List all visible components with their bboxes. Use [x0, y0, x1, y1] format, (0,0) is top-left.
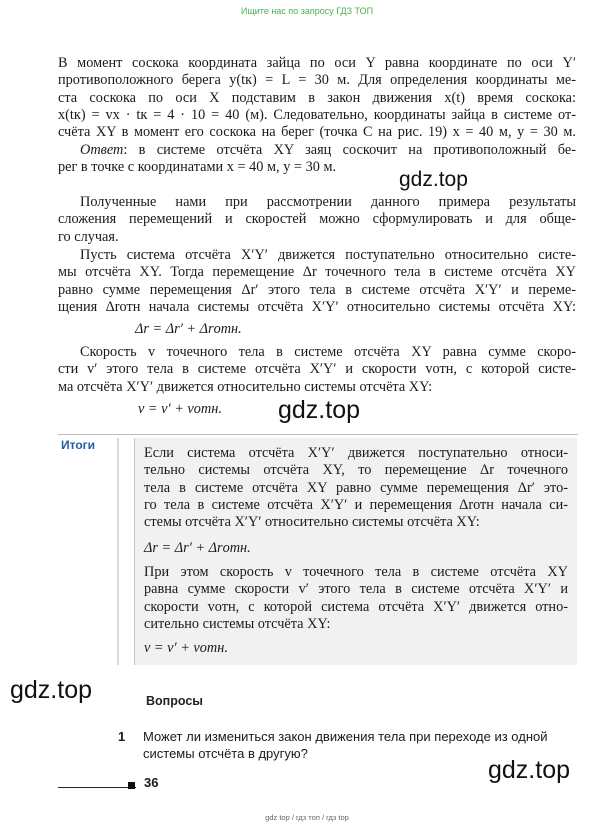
page-marker: [128, 782, 135, 789]
paragraph-velocity: [58, 344, 576, 396]
text-line: ма отсчёта X′Y′ движется относительно системы отсчёта XY:: [58, 378, 433, 395]
paragraph-displacement: [58, 247, 576, 316]
page-footer-line: [58, 787, 136, 788]
text-line: стемы отсчёта X′Y′ относительно системы отсчёта XY:: [144, 514, 480, 531]
text-line: [58, 142, 576, 159]
paragraph-generalization: [58, 194, 576, 246]
text-line: тела в системе отсчёта XY равно сумме перемещения Δr′ это-: [144, 479, 568, 496]
watermark: gdz.top: [399, 168, 468, 191]
text-line: x(tк) = vx · tк = 4 · 10 = 40 (м). Следовательно, координаты зайца в системе от-: [58, 106, 576, 123]
text-line: В момент соскока координата зайца по оси Y равна координате по оси Y′: [58, 55, 576, 71]
text-line: сложения перемещений и скоростей можно сформулировать и для обще-: [58, 211, 576, 228]
text-line: ста соскока по оси X подставим в закон движения x(t) время соскока:: [58, 89, 576, 106]
summary-formula-velocity: v = v′ + vотн.: [144, 640, 228, 656]
page-number: 36: [144, 775, 159, 790]
text-line: щения Δrотн начала системы отсчёта X′Y′ относительно системы отсчёта XY:: [58, 298, 576, 315]
text-line: Полученные нами при рассмотрении данного примера результаты: [80, 194, 576, 210]
text-line: го тела в системе отсчёта X′Y′ и перемещения Δrотн начала си-: [144, 496, 568, 513]
text-line: противоположного берега y(tк) = L = 30 м. Для определения координаты ме-: [58, 72, 576, 89]
watermark: gdz.top: [278, 396, 361, 424]
summary-label: Итоги: [61, 438, 96, 452]
text-line: тельно системы отсчёта XY, то перемещение Δr точечного: [144, 462, 568, 479]
text-line: сительно системы отсчёта XY:: [144, 615, 331, 632]
top-banner: Ищите нас по запросу ГДЗ ТОП: [240, 6, 374, 16]
formula-displacement: Δr = Δr′ + Δrотн.: [135, 321, 242, 337]
text-line: Если система отсчёта X′Y′ движется поступательно относи-: [144, 445, 568, 461]
paragraph-answer: [58, 142, 576, 177]
summary-formula-displacement: Δr = Δr′ + Δrотн.: [144, 540, 251, 556]
text-line: счёта XY в момент его соскока на берег (точка C на рис. 19) x = 40 м, y = 30 м.: [58, 124, 576, 141]
answer-text: : в системе отсчёта XY заяц соскочит на противоположный бе-: [123, 142, 576, 158]
questions-title: Вопросы: [146, 694, 203, 708]
summary-paragraph-displacement: [144, 445, 568, 531]
text-line: При этом скорость v точечного тела в системе отсчёта XY: [144, 564, 568, 580]
text-line: мы отсчёта XY. Тогда перемещение Δr точечного тела в системе отсчёта XY: [58, 264, 576, 281]
text-line: го случая.: [58, 228, 119, 245]
answer-label: Ответ: [80, 142, 124, 158]
summary-paragraph-velocity: [144, 564, 568, 633]
text-line: равно сумме перемещения Δr′ этого тела в системе отсчёта X′Y′ и переме-: [58, 281, 576, 298]
text-line: Пусть система отсчёта X′Y′ движется поступательно относительно систе-: [80, 247, 576, 263]
question-text: Может ли измениться закон движения тела при переходе из одной системы отсчёта в другую?: [143, 729, 548, 761]
formula-velocity: v = v′ + vотн.: [138, 401, 222, 417]
text-line: равна сумме скорости v′ этого тела в системе отсчёта X′Y′ и: [144, 581, 568, 598]
watermark: gdz.top: [10, 676, 93, 704]
watermark: gdz.top: [488, 756, 571, 784]
summary-accent-bar: [117, 438, 119, 665]
paragraph-solution: [58, 55, 576, 141]
text-line: скорости vотн, с которой система отсчёта X′Y′ движется отно-: [144, 598, 568, 615]
section-divider: [58, 434, 578, 435]
text-line: Скорость v точечного тела в системе отсчёта XY равна сумме скоро-: [80, 344, 576, 360]
question-number: 1: [118, 729, 126, 744]
summary-box: [134, 438, 577, 665]
bottom-banner: gdz top / гдз топ / гдз top: [265, 813, 349, 822]
text-line: рег в точке с координатами x = 40 м, y = 30 м.: [58, 159, 337, 176]
text-line: сти v′ этого тела в системе отсчёта X′Y′ и скорости vотн, с которой систе-: [58, 361, 576, 378]
